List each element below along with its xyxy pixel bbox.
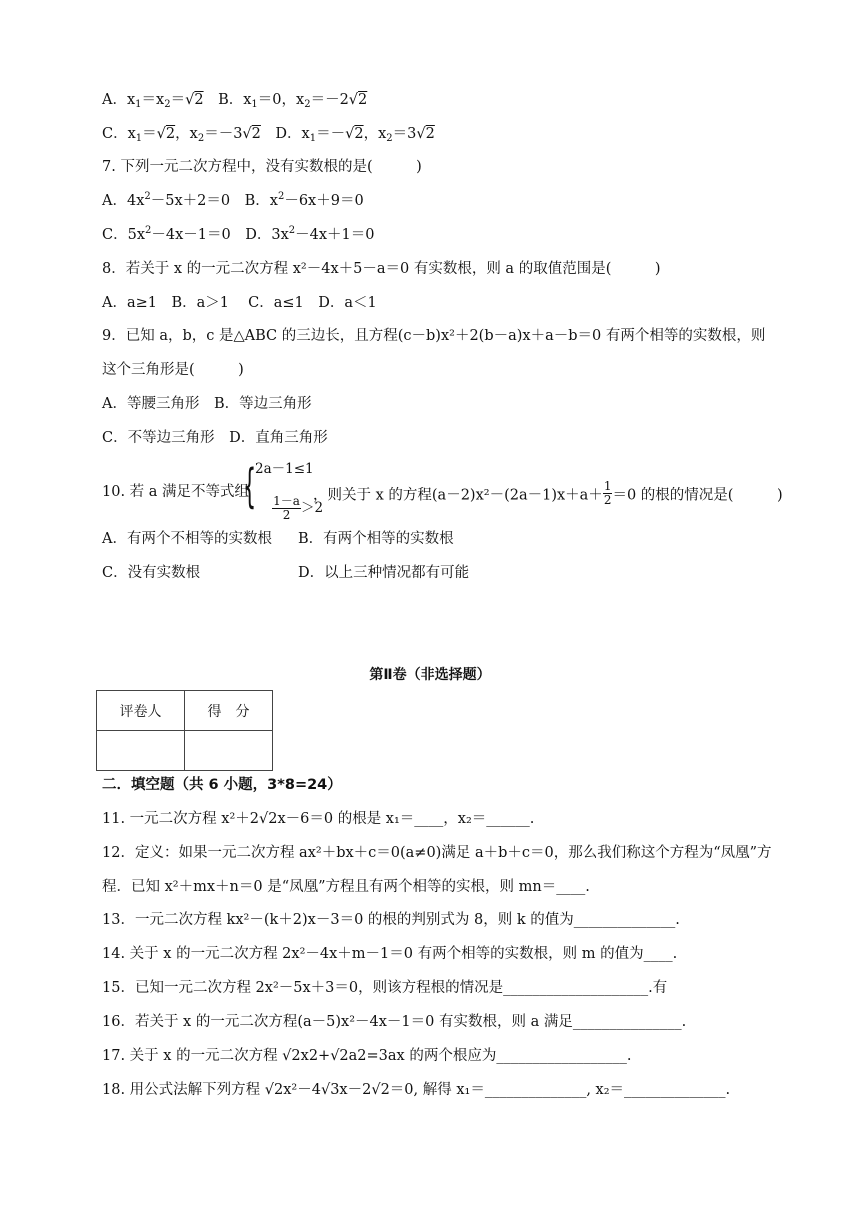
q12-line2: 程．已知 x²＋mx＋n＝0 是“凤凰”方程且有两个相等的实根，则 mn＝____. xyxy=(102,879,590,895)
q10-opt-c: C．没有实数根 xyxy=(102,565,201,581)
section2-title: 第Ⅱ卷（非选择题） xyxy=(369,667,491,683)
q6-options-ab: A．$x_1=x_2=√2$ B．$x_1=0$，$x_2=-2√2$ xyxy=(102,92,368,110)
q14: 14. 关于 x 的一元二次方程 2x²－4x＋m－1＝0 有两个相等的实数根，则 m 的值为____. xyxy=(102,946,678,962)
q12-line1: 12．定义：如果一元二次方程 ax²＋bx＋c＝0(a≠0)满足 a＋b＋c＝0，那么我们称这个方程为“凤凰”方 xyxy=(102,845,772,861)
q6-options-cd: C．$x_1=√2$，$x_2=-3√2$ D．$x_1=-√2$，$x_2=3√2$ xyxy=(102,126,435,144)
part2-heading: 二．填空题（共 6 小题，3*8=24） xyxy=(102,777,342,793)
q10-opt-a: A．有两个不相等的实数根 xyxy=(102,531,272,547)
score-table xyxy=(96,690,273,771)
q10-prefix: 10. 若 a 满足不等式组 xyxy=(102,484,250,500)
score-table-cell-empty1[interactable] xyxy=(97,731,185,771)
q10-opt-d: D．以上三种情况都有可能 xyxy=(298,565,470,581)
score-table-col2: 得 分 xyxy=(185,691,273,731)
q17: 17. 关于 x 的一元二次方程 √2x2+√2a2=3ax 的两个根应为__________________. xyxy=(102,1048,632,1064)
q7-options-ab: A．$4x^2-5x+2=0$ B．$x^2-6x+9=0$ xyxy=(102,191,364,209)
score-table-col1: 评卷人 xyxy=(97,691,185,731)
q13: 13．一元二次方程 kx²－(k＋2)x－3＝0 的根的判别式为 8，则 k 的值为______________. xyxy=(102,912,680,928)
q10-ineq1: 2a－1≤1 xyxy=(255,461,314,477)
q8-options: A．a≥1 B．a＞1 C．a≤1 D．a＜1 xyxy=(102,295,377,311)
q10-ineq2: $\frac{1-a}{2}$ ＞2 xyxy=(273,494,324,522)
score-table-cell-empty2[interactable] xyxy=(185,731,273,771)
q11: 11. 一元二次方程 x²＋2√2x－6＝0 的根是 x₁＝____，x₂＝______. xyxy=(102,811,535,827)
q18: 18. 用公式法解下列方程 √2x²－4√3x－2√2＝0, 解得 x₁＝______________, x₂＝______________. xyxy=(102,1082,731,1098)
q10-inequality-system xyxy=(243,457,324,522)
q10-opt-b: B．有两个相等的实数根 xyxy=(298,531,454,547)
q9-stem-line2: 这个三角形是( ) xyxy=(102,362,244,378)
q15: 15．已知一元二次方程 2x²－5x＋3＝0，则该方程根的情况是____________________.有 xyxy=(102,980,668,996)
brace-icon: { xyxy=(243,459,257,513)
q9-options-cd: C．不等边三角形 D．直角三角形 xyxy=(102,430,328,446)
q7-stem: 7. 下列一元二次方程中，没有实数根的是( ) xyxy=(102,159,422,175)
q16: 16．若关于 x 的一元二次方程(a－5)x²－4x－1＝0 有实数根，则 a 满足_______________. xyxy=(102,1014,687,1030)
q8-stem: 8．若关于 x 的一元二次方程 x²－4x＋5－a＝0 有实数根，则 a 的取值范围是( ) xyxy=(102,261,661,277)
q7-options-cd: C．$5x^2-4x-1=0$ D．$3x^2-4x+1=0$ xyxy=(102,225,375,243)
q9-stem-line1: 9．已知 a，b，c 是△ABC 的三边长，且方程(c－b)x²＋2(b－a)x＋a－b＝0 有两个相等的实数根，则 xyxy=(102,328,766,344)
q9-options-ab: A．等腰三角形 B．等边三角形 xyxy=(102,396,312,412)
q10-main: ，则关于 x 的方程(a－2)x²－(2a－1)x＋a＋ $\frac{1}{2}$ ＝0 的根的情况是( ) xyxy=(313,479,783,507)
